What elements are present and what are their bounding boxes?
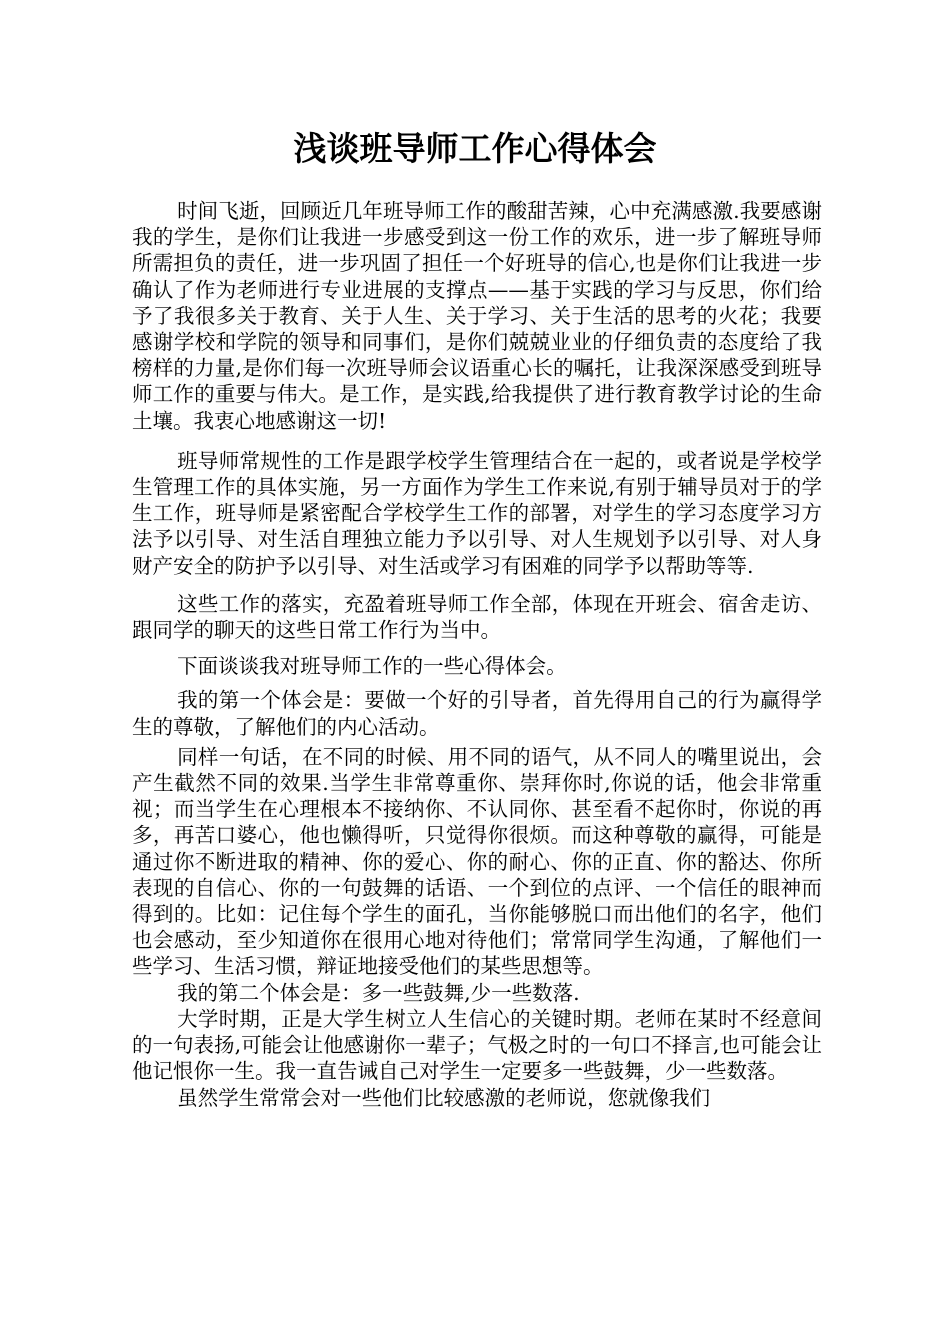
page-title: 浅谈班导师工作心得体会 [293,129,657,168]
paragraph-continuation: 虽然学生常常会对一些他们比较感激的老师说，您就像我们 [177,1085,711,1110]
document-body [132,198,822,1111]
paragraph-intro-insights: 下面谈谈我对班导师工作的一些心得体会。 [177,654,567,679]
paragraph-implementation: 这些工作的落实，充盈着班导师工作全部，体现在开班会、宿舍走访、跟同学的聊天的这些日常工作行为当中。 [132,591,822,643]
paragraph-gratitude: 时间飞逝，回顾近几年班导师工作的酸甜苦辣，心中充满感激.我要感谢我的学生，是你们让我进一步感受到这一份工作的欢乐，进一步了解班导师所需担负的责任，进一步巩固了担任一个好班导的信心,也是你们让我进一步确认了作为老师进行专业进展的支撑点——基于实践的学习与反思，你们给予了我很多关于教育、关于人生、关于学习、关于生活的思考的火花；我要感谢学校和学院的领导和同事们，是你们兢兢业业的仔细负责的态度给了我榜样的力量,是你们每一次班导师会议语重心长的嘱托，让我深深感受到班导师工作的重要与伟大。是工作，是实践,给我提供了进行教育教学讨论的生命土壤。我衷心地感谢这一切! [132,199,822,433]
paragraph-encouragement: 大学时期，正是大学生树立人生信心的关键时期。老师在某时不经意间的一句表扬,可能会让他感谢你一辈子；气极之时的一句口不择言,也可能会让他记恨你一生。我一直告诫自己对学生一定要多一些鼓舞，少一些数落。 [132,1006,822,1084]
paragraph-first-insight: 我的第一个体会是：要做一个好的引导者，首先得用自己的行为赢得学生的尊敬，了解他们的内心活动。 [132,688,822,739]
paragraph-routine-work: 班导师常规性的工作是跟学校学生管理结合在一起的，或者说是学校学生管理工作的具体实施，另一方面作为学生工作来说,有别于辅导员对于的学生工作，班导师是紧密配合学校学生工作的部署，对学生的学习态度学习方法予以引导、对生活自理独立能力予以引导、对人生规划予以引导、对人身财产安全的防护予以引导、对生活或学习有困难的同学予以帮助等等. [132,448,822,578]
paragraph-second-insight: 我的第二个体会是：多一些鼓舞,少一些数落. [177,980,580,1005]
paragraph-respect: 同样一句话，在不同的时候、用不同的语气，从不同人的嘴里说出，会产生截然不同的效果.当学生非常尊重你、崇拜你时,你说的话，他会非常重视；而当学生在心理根本不接纳你、不认同你、甚至看不起你时，你说的再多，再苦口婆心，他也懒得听，只觉得你很烦。而这种尊敬的赢得，可能是通过你不断进取的精神、你的爱心、你的耐心、你的正直、你的豁达、你所表现的自信心、你的一句鼓舞的话语、一个到位的点评、一个信任的眼神而得到的。比如：记住每个学生的面孔，当你能够脱口而出他们的名字，他们也会感动，至少知道你在很用心地对待他们；常常同学生沟通，了解他们一些学习、生活习惯，辩证地接受他们的某些思想等。 [132,744,822,979]
